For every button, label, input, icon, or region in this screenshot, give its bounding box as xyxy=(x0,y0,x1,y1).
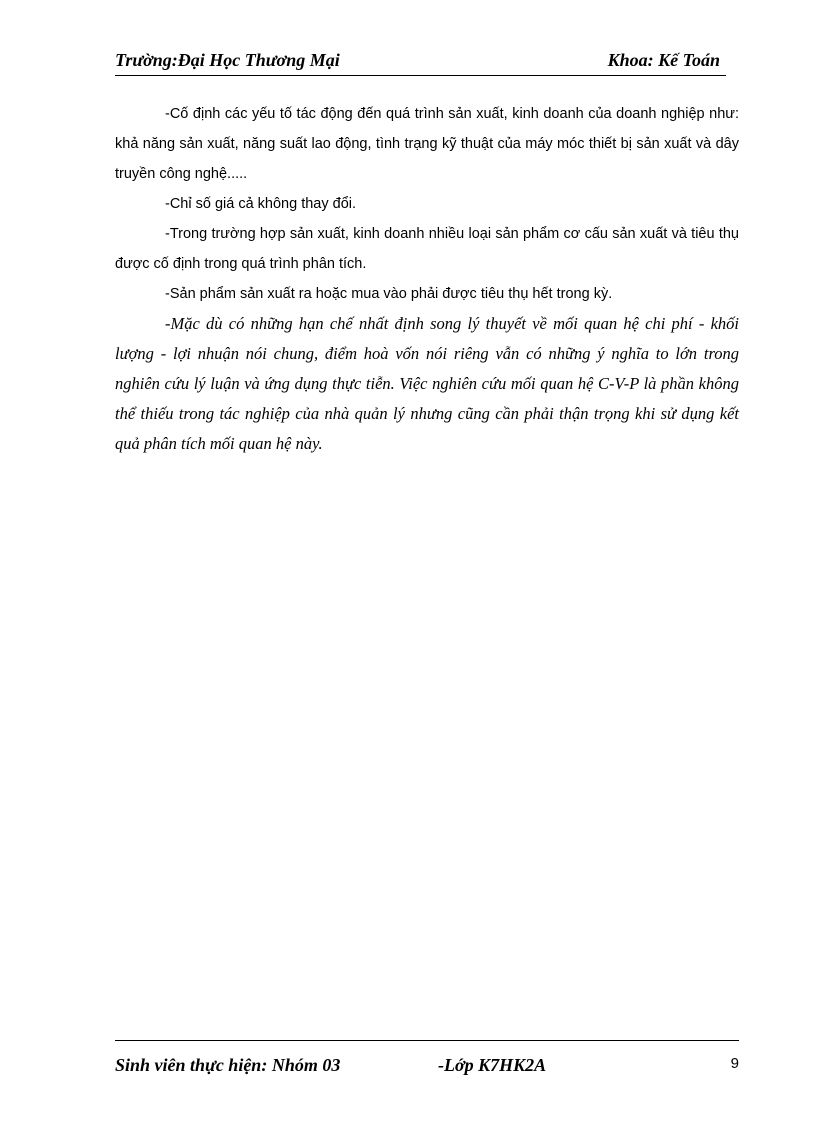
page-number: 9 xyxy=(730,1055,739,1072)
paragraph-conclusion: -Mặc dù có những hạn chế nhất định song lý thuyết về mối quan hệ chi phí - khối lượng - lợi nhuận nói chung, điểm hoà vốn nói riêng vẫn có những ý nghĩa to lớn trong nghiên cứu lý luận và ứng dụng thực tiễn. Việc nghiên cứu mối quan hệ C-V-P là phần không thể thiếu trong tác nghiệp của nhà quản lý nhưng cũng cần phải thận trọng khi sử dụng kết quả phân tích mối quan hệ này. xyxy=(115,314,739,453)
paragraph-price-index: -Chỉ số giá cả không thay đổi. xyxy=(165,196,357,212)
footer-class: -Lớp K7HK2A xyxy=(438,1055,547,1075)
paragraph-products-sold: -Sản phẩm sản xuất ra hoặc mua vào phải được tiêu thụ hết trong kỳ. xyxy=(165,286,613,302)
page-body xyxy=(115,99,739,459)
header-school: Trường:Đại Học Thương Mại xyxy=(115,50,340,70)
paragraph-fixed-factors: -Cố định các yếu tố tác động đến quá trình sản xuất, kinh doanh của doanh nghiệp như: khả năng sản xuất, năng suất lao động, tình trạng kỹ thuật của máy móc thiết bị sản xuất và dây truyền công nghệ..... xyxy=(115,106,739,182)
paragraph-product-mix: -Trong trường hợp sản xuất, kinh doanh nhiều loại sản phẩm cơ cấu sản xuất và tiêu thụ được cố định trong quá trình phân tích. xyxy=(115,226,739,272)
footer-students: Sinh viên thực hiện: Nhóm 03 xyxy=(115,1055,341,1075)
header-faculty: Khoa: Kế Toán xyxy=(607,50,720,70)
page-header xyxy=(115,50,726,76)
page-footer xyxy=(115,1040,739,1081)
